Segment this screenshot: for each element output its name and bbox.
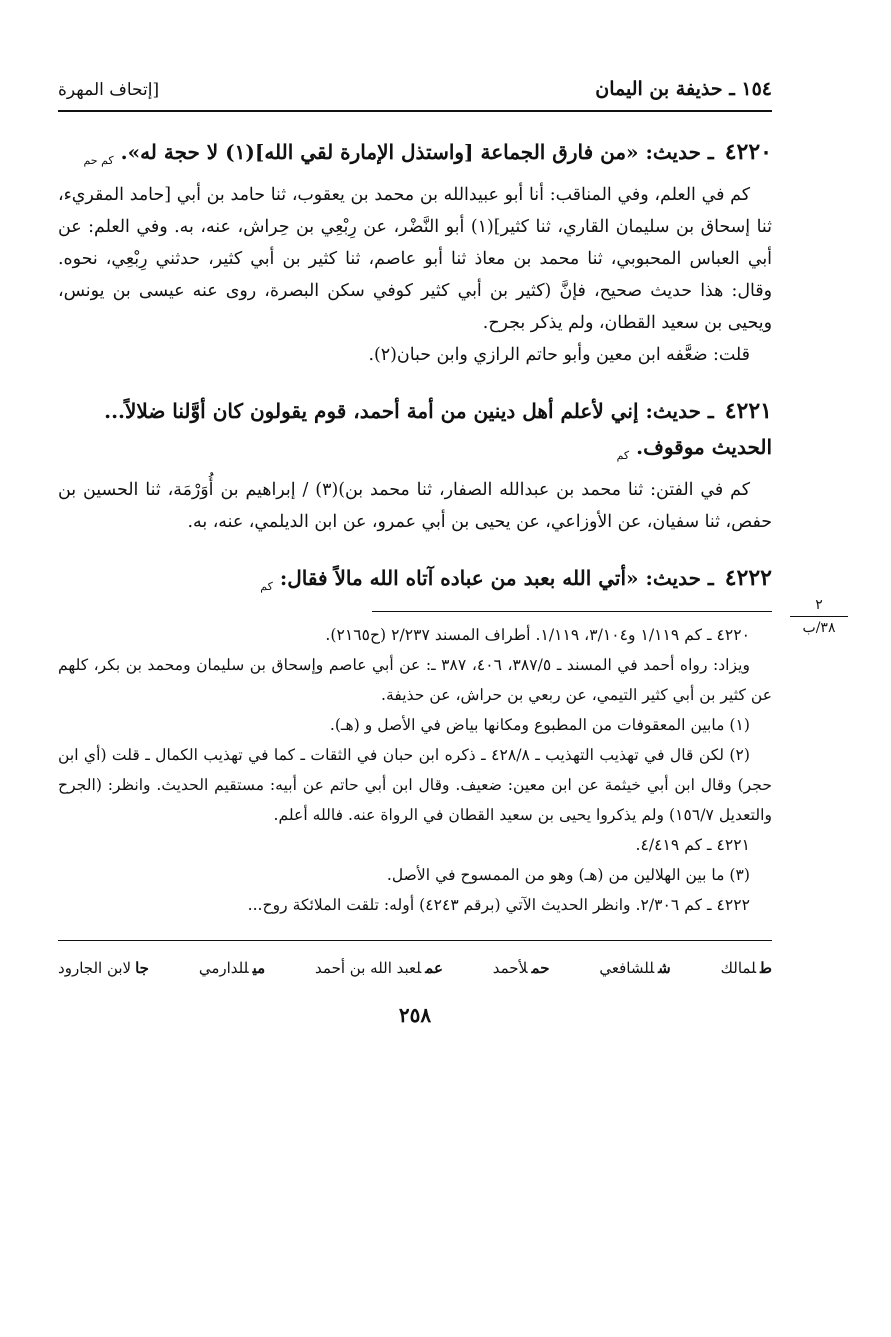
footnote: (١) مابين المعقوفات من المطبوع ومكانها بياض في الأصل و (هـ).	[329, 716, 750, 734]
footnote: (٢) لكن قال في تهذيب التهذيب ـ ٤٢٨/٨ ـ ذكره ابن حبان في الثقات ـ كما في تهذيب الكمال ـ قلت (أي ابن حجر) وقال ابن أبي خيثمة عن ابن معين: ضعيف. وقال ابن أبي حاتم عن أبيه: مستقيم الحديث. وانظر: (الجرح والتعديل ١٥٦/٧) ولم يذكروا يحيى بن سعيد القطان في الرواة عنه. فالله أعلم.	[58, 746, 772, 824]
footnote: (٣) ما بين الهلالين من (هـ) وهو من الممسوح في الأصل.	[386, 866, 750, 884]
page-number: ٢٥٨	[398, 1003, 432, 1027]
entry-number: ٤٢٢١	[724, 398, 772, 424]
entry-heading: ـ حديث: «أتي الله بعبد من عباده آتاه الله مالاً فقال:	[279, 566, 714, 590]
footnote: ٤٢٢٢ ـ كم ٢/٣٠٦. وانظر الحديث الآتي (برقم ٤٢٤٣) أوله: تلقت الملائكة روح...	[247, 896, 750, 914]
footnote-separator	[372, 611, 772, 612]
entry-siglum: كم	[616, 449, 630, 462]
entry-siglum: كم	[260, 580, 273, 593]
header-chapter-title: ١٥٤ ـ حذيفة بن اليمان	[595, 78, 772, 100]
entry-siglum: كم حم	[83, 154, 114, 167]
entry-number: ٤٢٢٢	[724, 565, 772, 591]
entry-number: ٤٢٢٠	[724, 139, 772, 165]
footnote: ويزاد: رواه أحمد في المسند ـ ٣٨٧/٥، ٤٠٦، ٣٨٧ ـ: عن أبي عاصم وإسحاق بن سليمان ومحمد بن بكر، كلهم عن كثير بن أبي كثير التيمي، عن ربعي بن حراش، عن حذيفة.	[58, 656, 772, 704]
margin-note-line	[790, 616, 848, 617]
bottom-rule	[58, 940, 772, 941]
manuscript-folio-note	[790, 596, 848, 637]
entry-paragraph: كم في الفتن: ثنا محمد بن عبدالله الصفار، ثنا محمد بن)(٣) / إبراهيم بن أُوَرْمَة، ثنا الحسين بن حفص، ثنا سفيان، عن الأوزاعي، عن يحيى بن أبي عمرو، عن ابن الديلمي، عنه، به.	[58, 480, 772, 532]
margin-note-top: ٢	[815, 597, 823, 613]
running-header	[58, 78, 772, 112]
abbreviation-item: جالابن الجارود	[58, 959, 149, 977]
entry-heading: ـ حديث: «من فارق الجماعة [واستذل الإمارة لقي الله](١) لا حجة له».	[120, 140, 714, 164]
footnote: ٤٢٢١ ـ كم ٤/٤١٩.	[635, 836, 750, 854]
abbreviation-key	[58, 959, 772, 977]
entry-paragraph: كم في العلم، وفي المناقب: أنا أبو عبيدالله بن محمد بن يعقوب، ثنا حامد بن أبي [حامد المقريء، ثنا إسحاق بن سليمان القاري، ثنا كثير](١) أبو النَّضْر، عن رِبْعِي بن حِراش، عنه، به. وفي العلم: عن أبي العباس المحبوبي، ثنا محمد بن معاذ ثنا أبو عاصم، ثنا كثير بن أبي كثير، حدثني رِبْعِي، نحوه. وقال: هذا حديث صحيح، فإنَّ (كثير بن أبي كثير كوفي سكن البصرة، روى عنه عيسى بن يونس، ويحيى بن سعيد القطان، ولم يذكر بجرح.	[58, 185, 772, 333]
page	[58, 78, 772, 1027]
abbreviation-item: شللشافعي	[599, 959, 671, 977]
abbreviation-item: حملأحمد	[492, 959, 550, 977]
abbreviation-item: طلمالك	[720, 959, 772, 977]
abbreviation-item: عملعبد الله بن أحمد	[315, 959, 443, 977]
footnote: ٤٢٢٠ ـ كم ١/١١٩ و٣/١٠٤، ١/١١٩. أطراف المسند ٢/٢٣٧ (ح٢١٦٥).	[325, 626, 750, 644]
entry-title	[58, 560, 772, 605]
margin-note-bottom: ٣٨/ب	[802, 620, 836, 636]
entry-title	[58, 134, 772, 179]
entry-title	[58, 393, 772, 474]
entry-heading: ـ حديث: إني لأعلم أهل دينين من أمة أحمد، قوم يقولون كان أوَّلنا ضلالاً... الحديث موقوف.	[104, 399, 772, 459]
abbreviation-item: ميللدارمي	[198, 959, 266, 977]
header-book-title: [إتحاف المهرة	[58, 80, 160, 100]
entry-paragraph: قلت: ضعَّفه ابن معين وأبو حاتم الرازي وابن حبان(٢).	[368, 345, 750, 365]
